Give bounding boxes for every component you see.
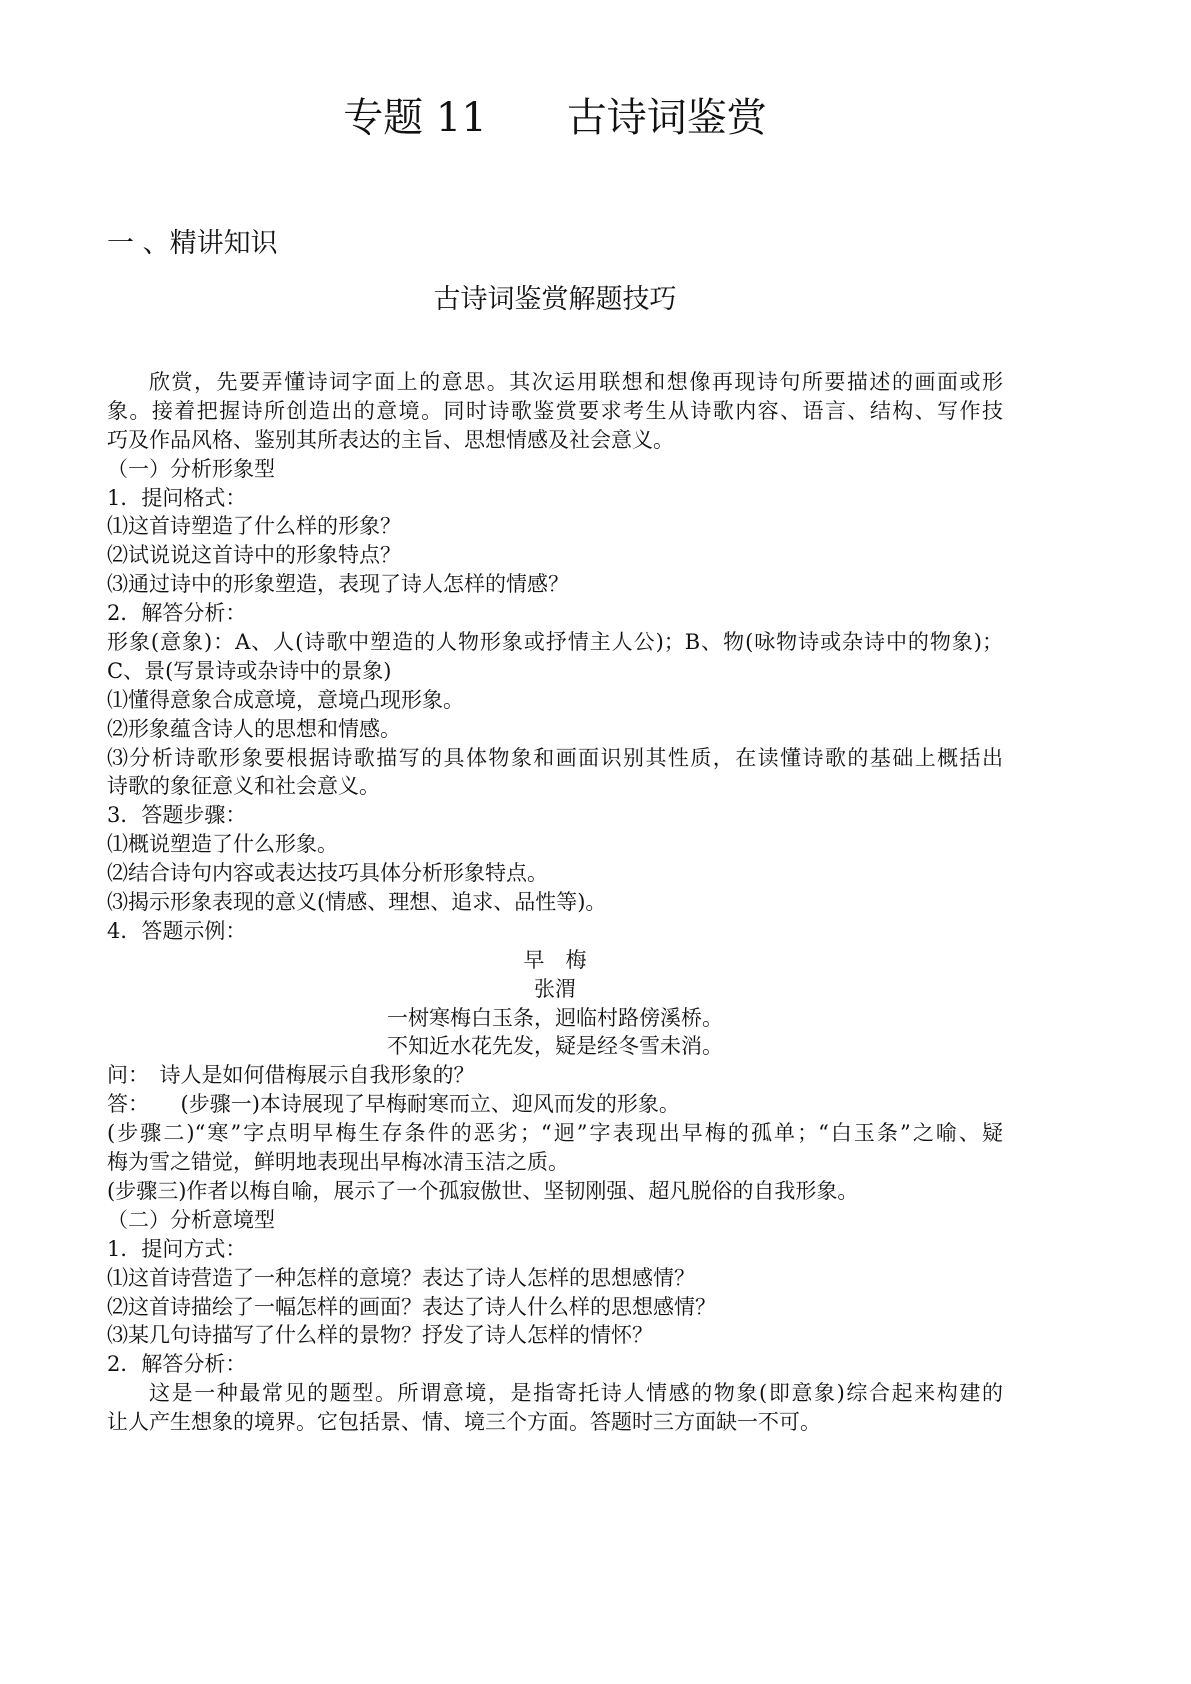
example-question: 问： 诗人是如何借梅展示自我形象的？ xyxy=(107,1063,475,1088)
question-format-item: ⑴这首诗营造了一种怎样的意境？表达了诗人怎样的思想感情？ xyxy=(107,1265,695,1290)
part-heading: （一）分析形象型 xyxy=(107,456,275,481)
analysis-line: 这是一种最常见的题型。所谓意境，是指寄托诗人情感的物象(即意象)综合起来构建的 xyxy=(149,1381,1003,1406)
poem-author: 张渭 xyxy=(534,976,576,1001)
part-heading: （二）分析意境型 xyxy=(107,1207,275,1232)
document-title: 专题 11 古诗词鉴赏 xyxy=(343,95,767,141)
analysis-line: ⑶分析诗歌形象要根据诗歌描写的具体物象和画面识别其性质，在读懂诗歌的基础上概括出 xyxy=(107,745,1003,770)
poem-title: 早 梅 xyxy=(523,947,587,972)
question-format-item: ⑶某几句诗描写了什么样的景物？抒发了诗人怎样的情怀？ xyxy=(107,1323,653,1348)
step-item: ⑵结合诗句内容或表达技巧具体分析形象特点。 xyxy=(107,861,548,886)
example-label: 4．答题示例： xyxy=(107,918,247,943)
question-format-item: ⑵这首诗描绘了一幅怎样的画面？表达了诗人什么样的思想感情？ xyxy=(107,1294,716,1319)
answer-line: (步骤三)作者以梅自喻，展示了一个孤寂傲世、坚韧刚强、超凡脱俗的自我形象。 xyxy=(107,1178,859,1203)
poem-line: 一树寒梅白玉条，迥临村路傍溪桥。 xyxy=(387,1005,723,1030)
analysis-line: 诗歌的象征意义和社会意义。 xyxy=(107,774,380,799)
analysis-line: 形象(意象)：A、人(诗歌中塑造的人物形象或抒情主人公)；B、物(咏物诗或杂诗中的物象)； xyxy=(107,630,1003,655)
step-item: ⑴概说塑造了什么形象。 xyxy=(107,832,338,857)
document-body xyxy=(107,368,1003,1437)
steps-label: 3．答题步骤： xyxy=(107,803,247,828)
question-format-label: 1．提问格式： xyxy=(107,485,247,510)
analysis-line: C、景(写景诗或杂诗中的景象) xyxy=(107,658,392,683)
answer-line: 答： (步骤一)本诗展现了早梅耐寒而立、迎风而发的形象。 xyxy=(107,1092,680,1117)
intro-line: 巧及作品风格、鉴别其所表达的主旨、思想情感及社会意义。 xyxy=(107,427,674,452)
section-heading: 一 、精讲知识 xyxy=(107,228,278,259)
step-item: ⑶揭示形象表现的意义(情感、理想、追求、品性等)。 xyxy=(107,890,607,915)
poem-line: 不知近水花先发，疑是经冬雪未消。 xyxy=(387,1034,723,1059)
intro-line: 欣赏，先要弄懂诗词字面上的意思。其次运用联想和想像再现诗句所要描述的画面或形 xyxy=(149,370,1003,394)
section-subtitle: 古诗词鉴赏解题技巧 xyxy=(433,284,677,315)
analysis-line: ⑵形象蕴含诗人的思想和情感。 xyxy=(107,716,401,741)
question-format-item: ⑵试说说这首诗中的形象特点？ xyxy=(107,543,401,568)
answer-line: 梅为雪之错觉，鲜明地表现出早梅冰清玉洁之质。 xyxy=(107,1150,569,1175)
analysis-label: 2．解答分析： xyxy=(107,1352,247,1377)
question-format-item: ⑶通过诗中的形象塑造，表现了诗人怎样的情感？ xyxy=(107,572,569,597)
answer-line: (步骤二)“寒”字点明早梅生存条件的恶劣；“迥”字表现出早梅的孤单；“白玉条”之喻、疑 xyxy=(107,1121,1003,1146)
intro-line: 象。接着把握诗所创造出的意境。同时诗歌鉴赏要求考生从诗歌内容、语言、结构、写作技 xyxy=(107,398,1003,423)
analysis-line: ⑴懂得意象合成意境，意境凸现形象。 xyxy=(107,687,464,712)
analysis-label: 2．解答分析： xyxy=(107,601,247,626)
question-format-label: 1．提问方式： xyxy=(107,1236,247,1261)
question-format-item: ⑴这首诗塑造了什么样的形象？ xyxy=(107,514,401,539)
analysis-line: 让人产生想象的境界。它包括景、情、境三个方面。答题时三方面缺一不可。 xyxy=(107,1410,821,1435)
